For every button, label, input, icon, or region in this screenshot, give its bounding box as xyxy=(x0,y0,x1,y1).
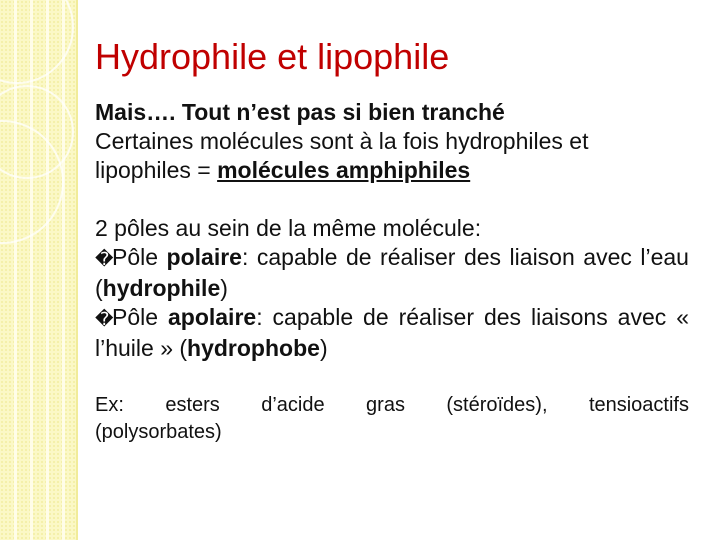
example-block xyxy=(95,392,689,446)
example-word: (stéroïdes), xyxy=(446,394,548,416)
bullet-label: Pôle xyxy=(112,304,168,330)
example-word: Ex: xyxy=(95,394,124,416)
bullet-apolaire xyxy=(95,303,689,363)
para-amphiphiles xyxy=(95,127,689,185)
term-amphiphiles: molécules amphiphiles xyxy=(217,157,471,183)
slide-heading: Mais…. Tout n’est pas si bien tranché xyxy=(95,99,505,125)
bullet-text-2: avec « l’huile » ( xyxy=(95,304,689,361)
example-word: gras xyxy=(366,394,405,416)
bullet-label: Pôle xyxy=(112,244,167,270)
example-line-2: (polysorbates) xyxy=(95,421,222,443)
term-apolaire: apolaire xyxy=(167,304,257,330)
term-polaire: polaire xyxy=(166,244,242,270)
example-word: d’acide xyxy=(261,394,325,416)
example-line-1 xyxy=(95,392,689,419)
bullet-glyph-icon: � xyxy=(95,249,114,270)
bullet-text-2: avec l’eau ( xyxy=(95,244,689,301)
bullet-text-3: ) xyxy=(220,275,228,301)
bullet-text-3: ) xyxy=(319,335,328,361)
term-hydrophobe: hydrophobe xyxy=(187,335,320,361)
poles-intro: 2 pôles au sein de la même molécule: xyxy=(95,215,482,241)
bullet-text: : capable de réaliser des liaisons xyxy=(256,304,608,330)
para-line-2-prefix: lipophiles = xyxy=(95,157,218,183)
term-hydrophile: hydrophile xyxy=(102,275,221,301)
bullet-text: : capable de réaliser des liaison xyxy=(241,244,575,270)
decorative-side-band xyxy=(0,0,78,540)
slide-title: Hydrophile et lipophile xyxy=(95,36,450,77)
example-word: tensioactifs xyxy=(588,394,689,416)
para-line-1: Certaines molécules sont à la fois hydrophiles et xyxy=(95,128,589,154)
bullet-glyph-icon: � xyxy=(95,309,114,330)
example-word: esters xyxy=(165,394,220,416)
bullet-polaire xyxy=(95,243,689,303)
slide-body xyxy=(95,98,689,446)
